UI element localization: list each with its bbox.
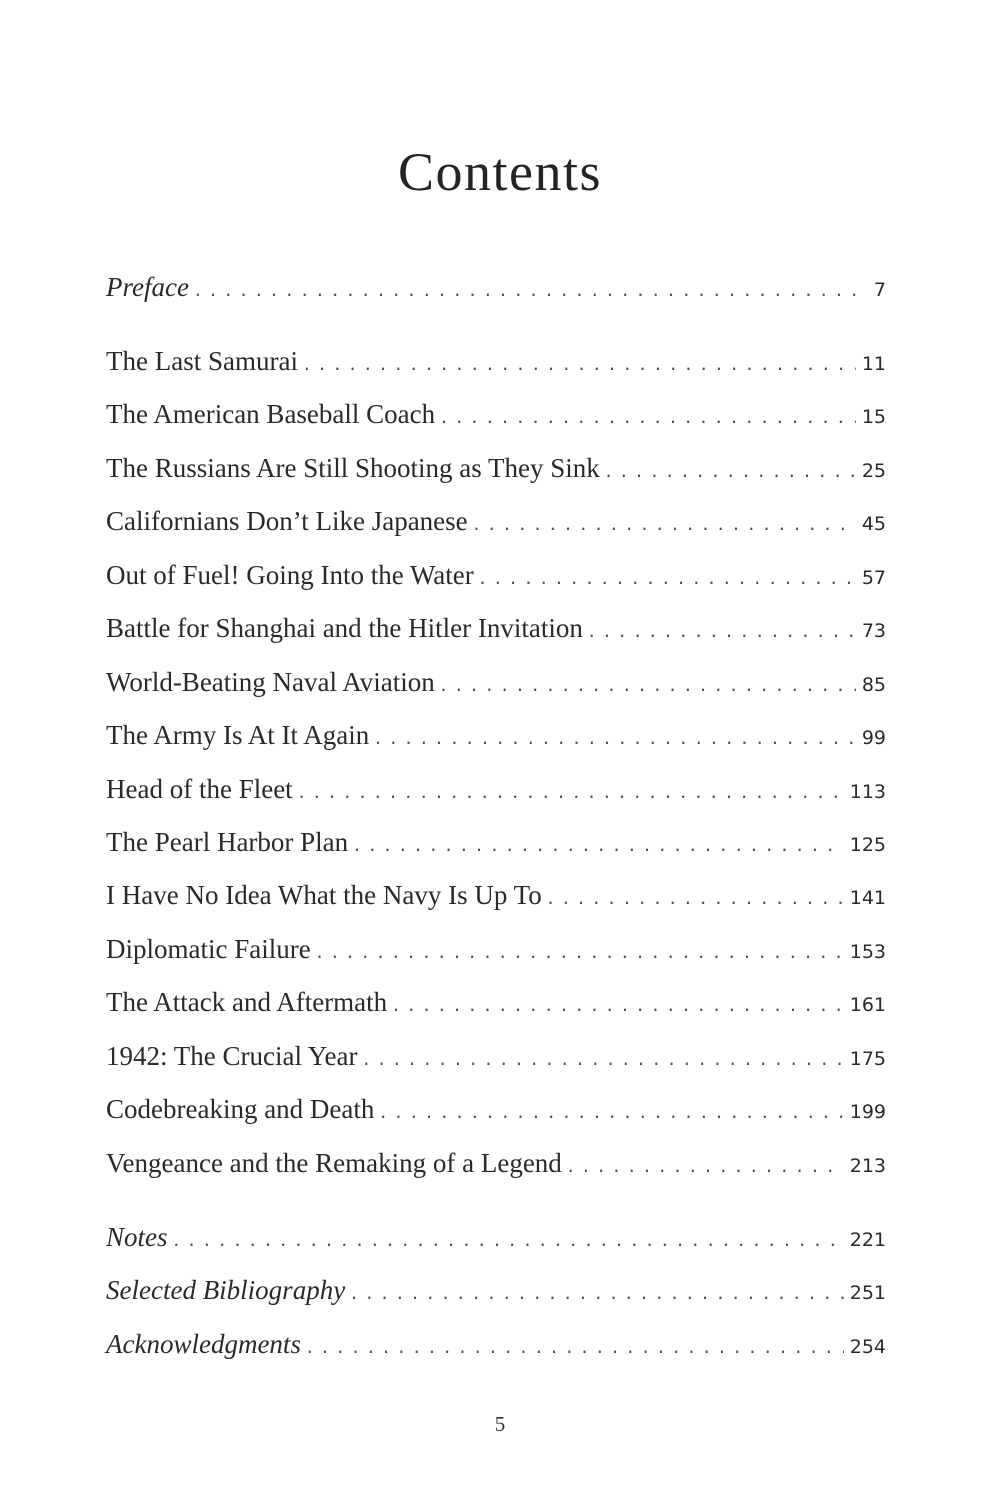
toc-entry (106, 608, 886, 648)
toc-entry (106, 448, 886, 488)
toc-entry-title: The Attack and Aftermath (106, 987, 388, 1017)
toc-entry (106, 715, 886, 755)
toc-entry-title: Out of Fuel! Going Into the Water (106, 560, 474, 590)
toc-entry (106, 1143, 886, 1183)
toc-entry (106, 394, 886, 434)
toc-entry-page: 45 (861, 513, 886, 535)
dot-leader (566, 1147, 844, 1187)
toc-entry (106, 769, 886, 809)
toc-entry-page: 15 (861, 406, 886, 428)
dot-leader (373, 719, 856, 759)
toc-entry-page: 161 (849, 994, 886, 1016)
dot-leader (315, 933, 844, 973)
toc-entry-page: 254 (849, 1336, 886, 1358)
toc-entry-title: Acknowledgments (106, 1329, 301, 1359)
toc-entry-page: 25 (861, 460, 886, 482)
dot-leader (361, 1040, 843, 1080)
dot-leader (391, 986, 844, 1026)
toc-entry (106, 555, 886, 595)
toc-entry-page: 251 (849, 1282, 886, 1304)
toc-entry-title: Diplomatic Failure (106, 934, 311, 964)
toc-entry-page: 175 (849, 1048, 886, 1070)
toc-entry-page: 99 (861, 727, 886, 749)
toc-entry-page: 113 (849, 781, 886, 803)
dot-leader (439, 666, 856, 706)
toc-entry-page: 125 (849, 834, 886, 856)
toc-entry-bibliography (106, 1270, 886, 1310)
dot-leader (297, 773, 844, 813)
dot-leader (472, 505, 856, 545)
toc-entry-title: Selected Bibliography (106, 1275, 346, 1305)
toc-entry-page: 73 (861, 620, 886, 642)
toc-entry-title: The Army Is At It Again (106, 720, 370, 750)
toc-entry-title: The American Baseball Coach (106, 399, 436, 429)
toc-entry-acknowledgments (106, 1324, 886, 1364)
toc-entry (106, 662, 886, 702)
dot-leader (172, 1221, 844, 1261)
toc-entry-page: 213 (849, 1155, 886, 1177)
toc-entry-page: 141 (849, 887, 886, 909)
toc-entry-notes (106, 1217, 886, 1257)
dot-leader (378, 1093, 843, 1133)
page-number: 5 (494, 1412, 506, 1436)
toc-entry-title: Californians Don’t Like Japanese (106, 506, 468, 536)
toc-entry-title: Codebreaking and Death (106, 1094, 375, 1124)
toc-entry (106, 822, 886, 862)
dot-leader (604, 452, 856, 492)
toc-entry (106, 1089, 886, 1129)
dot-leader (305, 1328, 844, 1368)
toc-entry-title: The Pearl Harbor Plan (106, 827, 349, 857)
dot-leader (302, 345, 856, 385)
toc-entry-title: Preface (106, 272, 189, 302)
dot-leader (587, 612, 856, 652)
toc-entry-page: 221 (849, 1229, 886, 1251)
dot-leader (546, 879, 844, 919)
toc-entry-title: 1942: The Crucial Year (106, 1041, 358, 1071)
toc-entry (106, 501, 886, 541)
toc-entry-page: 199 (849, 1101, 886, 1123)
toc-entry (106, 875, 886, 915)
toc-entry (106, 341, 886, 381)
toc-entry-page: 57 (861, 567, 886, 589)
dot-leader (193, 271, 868, 311)
toc-entry-page: 85 (861, 674, 886, 696)
toc-entry-title: Vengeance and the Remaking of a Legend (106, 1148, 562, 1178)
toc-entry-title: The Russians Are Still Shooting as They Sink (106, 453, 600, 483)
toc-entry-preface (106, 267, 886, 307)
page-title: Contents (397, 142, 602, 202)
toc-entry-title: Head of the Fleet (106, 774, 293, 804)
dot-leader (478, 559, 856, 599)
toc-entry-page: 153 (849, 941, 886, 963)
toc-entry-title: The Last Samurai (106, 346, 298, 376)
dot-leader (439, 398, 856, 438)
toc-entry (106, 929, 886, 969)
toc-entry-title: World-Beating Naval Aviation (106, 667, 435, 697)
toc-entry-page: 7 (873, 279, 886, 301)
toc-entry (106, 982, 886, 1022)
toc-entry-page: 11 (861, 353, 886, 375)
toc-entry-title: Battle for Shanghai and the Hitler Invitation (106, 613, 583, 643)
toc-entry (106, 1036, 886, 1076)
dot-leader (349, 1274, 844, 1314)
dot-leader (352, 826, 844, 866)
toc-entry-title: I Have No Idea What the Navy Is Up To (106, 880, 542, 910)
toc-entry-title: Notes (106, 1222, 168, 1252)
